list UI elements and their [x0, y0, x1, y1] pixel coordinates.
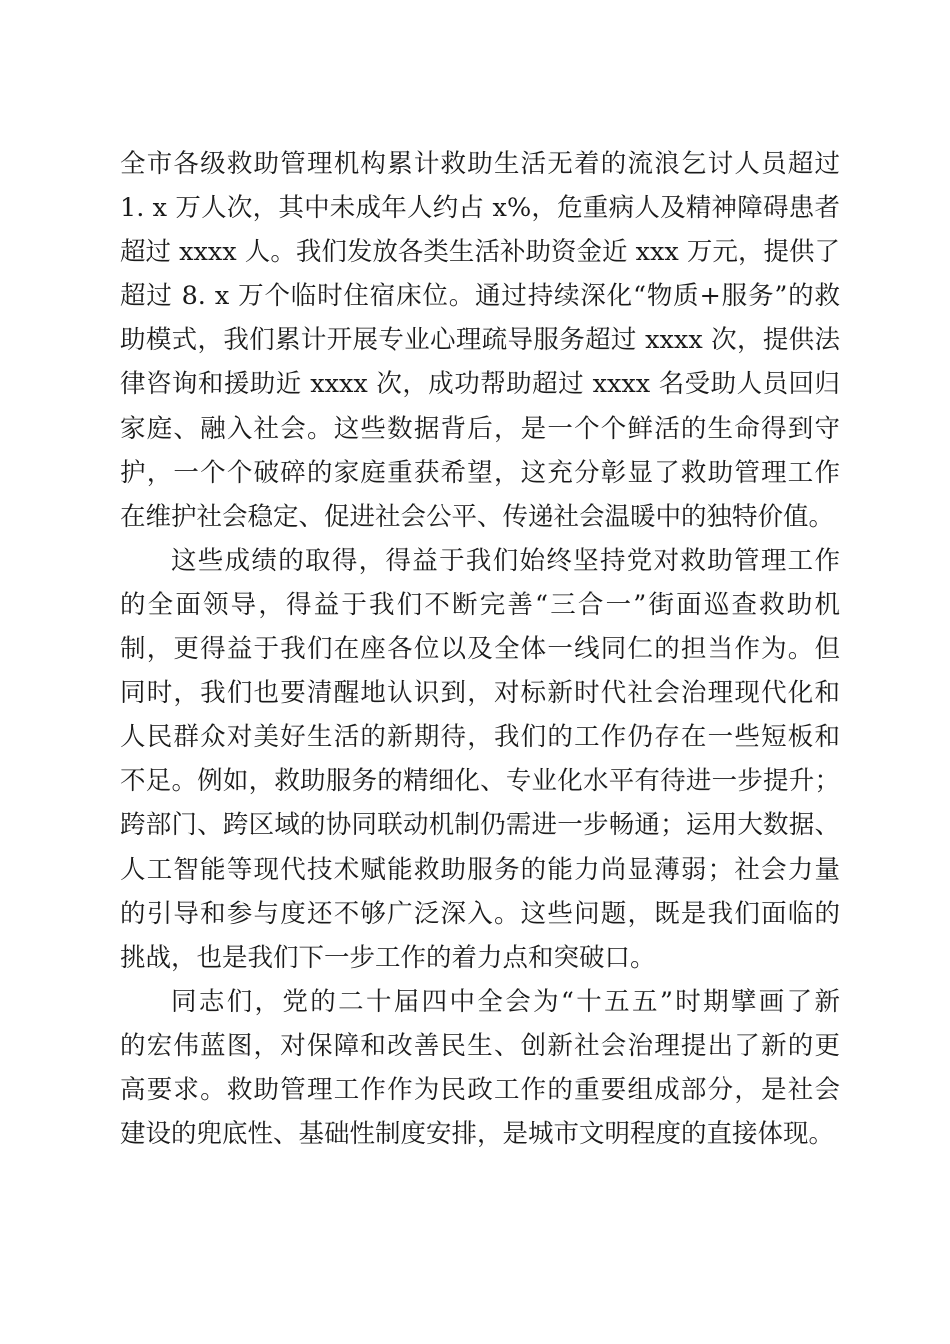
body-text [120, 142, 840, 1156]
text-line: 全市各级救助管理机构累计救助生活无着的流浪乞讨人员超过 [120, 149, 840, 179]
text-line: 同时，我们也要清醒地认识到，对标新时代社会治理现代化和 [120, 678, 840, 709]
text-line: 人民群众对美好生活的新期待，我们的工作仍存在一些短板和 [120, 722, 840, 753]
text-line: 挑战，也是我们下一步工作的着力点和突破口。 [120, 942, 656, 973]
paragraph-first-line: 这些成绩的取得，得益于我们始终坚持党对救助管理工作 [171, 545, 840, 576]
text-line: 超过 xxxx 人。我们发放各类生活补助资金近 xxx 万元，提供了 [120, 237, 840, 268]
text-line: 超过 8. x 万个临时住宿床位。通过持续深化“物质+服务”的救 [120, 281, 840, 312]
text-line: 建设的兜底性、基础性制度安排，是城市文明程度的直接体现。 [120, 1119, 835, 1150]
paragraph-first-line: 同志们，党的二十届四中全会为“十五五”时期擘画了新 [171, 986, 840, 1017]
text-line: 制，更得益于我们在座各位以及全体一线同仁的担当作为。但 [120, 634, 840, 665]
text-line: 高要求。救助管理工作作为民政工作的重要组成部分，是社会 [120, 1074, 840, 1105]
text-line: 律咨询和援助近 xxxx 次，成功帮助超过 xxxx 名受助人员回归 [120, 369, 840, 400]
text-line: 1. x 万人次，其中未成年人约占 x%，危重病人及精神障碍患者 [120, 193, 840, 224]
text-line: 家庭、融入社会。这些数据背后，是一个个鲜活的生命得到守 [120, 413, 840, 444]
text-line: 的全面领导，得益于我们不断完善“三合一”街面巡查救助机 [120, 589, 840, 620]
text-line: 跨部门、跨区域的协同联动机制仍需进一步畅通；运用大数据、 [120, 810, 840, 841]
text-line: 的引导和参与度还不够广泛深入。这些问题，既是我们面临的 [120, 898, 840, 929]
text-line: 在维护社会稳定、促进社会公平、传递社会温暖中的独特价值。 [120, 501, 835, 532]
text-line: 人工智能等现代技术赋能救助服务的能力尚显薄弱；社会力量 [120, 854, 840, 885]
text-line: 护，一个个破碎的家庭重获希望，这充分彰显了救助管理工作 [120, 457, 840, 488]
text-line: 助模式，我们累计开展专业心理疏导服务超过 xxxx 次，提供法 [120, 325, 840, 356]
text-line: 的宏伟蓝图，对保障和改善民生、创新社会治理提出了新的更 [120, 1030, 840, 1061]
text-line: 不足。例如，救助服务的精细化、专业化水平有待进一步提升； [120, 766, 840, 797]
